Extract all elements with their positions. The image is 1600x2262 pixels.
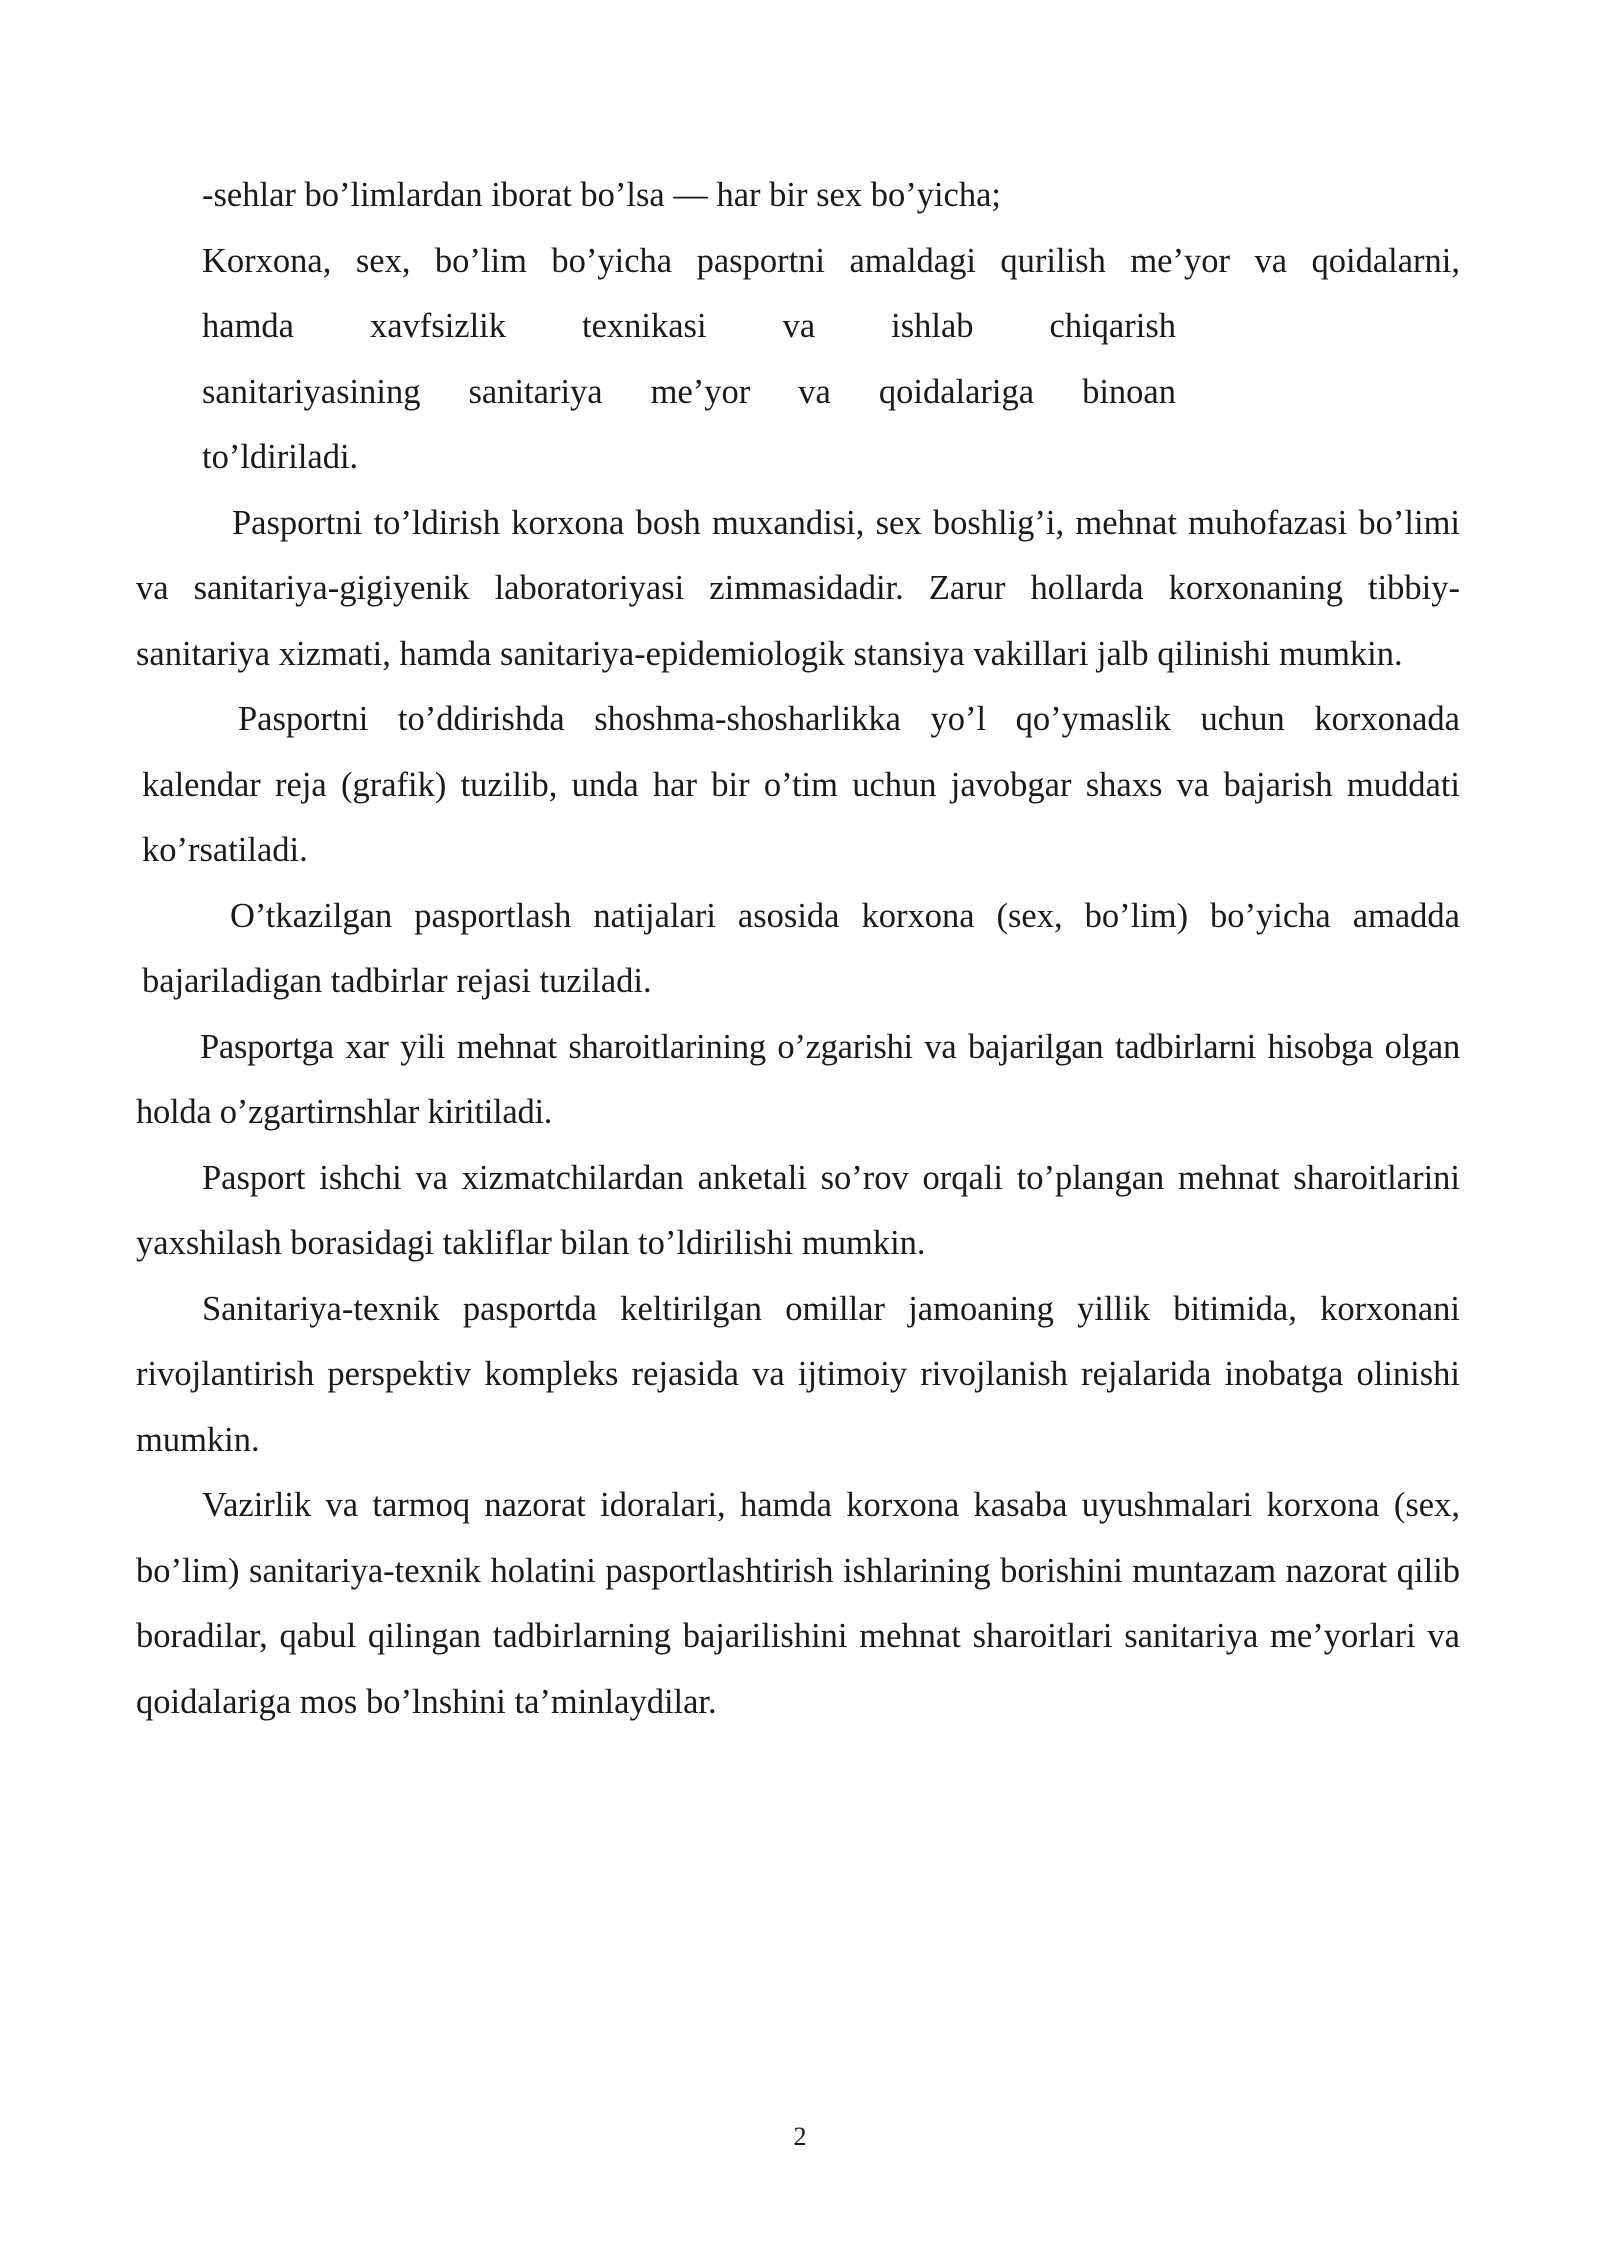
paragraph-2 (136, 229, 1460, 491)
paragraph-6: Pasportga xar yili mehnat sharoitlarining o’zgarishi va bajarilgan tadbirlarni hisobga olgan holda o’zgartirnshlar kiritiladi. (136, 1027, 1460, 1131)
document-body (136, 163, 1460, 1735)
paragraph-7: Pasport ishchi va xizmatchilardan anketali so’rov orqali to’plangan mehnat sharoitlarini yaxshilash borasidagi takliflar bilan to’ldirilishi mumkin. (136, 1158, 1460, 1262)
paragraph-2-line-4: to’ldiriladi. (202, 438, 359, 476)
paragraph-2-line-3: sanitariyasining sanitariya me’yor va qoidalariga binoan (202, 372, 1176, 411)
paragraph-2-line-1: Korxona, sex, bo’lim bo’yicha pasportni amaldagi qurilish me’yor va qoidalarni, (202, 241, 1460, 280)
paragraph-5: O’tkazilgan pasportlash natijalari asosida korxona (sex, bo’lim) bo’yicha amadda bajariladigan tadbirlar rejasi tuziladi. (142, 896, 1460, 1000)
paragraph-9: Vazirlik va tarmoq nazorat idoralari, hamda korxona kasaba uyushmalari korxona (sex, bo’lim) sanitariya-texnik holatini pasportlashtirish ishlarining borishini muntazam nazorat qilib boradilar, qabul qilingan tadbirlarning bajarilishini mehnat sharoitlari sanitariya me’yorlari va qoidalariga mos bo’lnshini ta’minlaydilar. (136, 1486, 1460, 1721)
page-number: 2 (793, 2122, 807, 2151)
paragraph-2-line-2: hamda xavfsizlik texnikasi va ishlab chiqarish (202, 307, 1176, 345)
paragraph-8: Sanitariya-texnik pasportda keltirilgan omillar jamoaning yillik bitimida, korxonani rivojlantirish perspektiv kompleks rejasida va ijtimoiy rivojlanish rejalarida inobatga olinishi mumkin. (136, 1289, 1460, 1459)
paragraph-4: Pasportni to’ddirishda shoshma-shosharlikka yo’l qo’ymaslik uchun korxonada kalendar reja (grafik) tuzilib, unda har bir o’tim uchun javobgar shaxs va bajarish muddati ko’rsatiladi. (142, 700, 1460, 869)
paragraph-3: Pasportni to’ldirish korxona bosh muxandisi, sex boshlig’i, mehnat muhofazasi bo’limi va sanitariya-gigiyenik laboratoriyasi zimmasidadir. Zarur hollarda korxonaning tibbiy-sanitariya xizmati, hamda sanitariya-epidemiologik stansiya vakillari jalb qilinishi mumkin. (136, 503, 1460, 673)
paragraph-1: -sehlar bo’limlardan iborat bo’lsa — har bir sex bo’yicha; (202, 176, 1001, 214)
